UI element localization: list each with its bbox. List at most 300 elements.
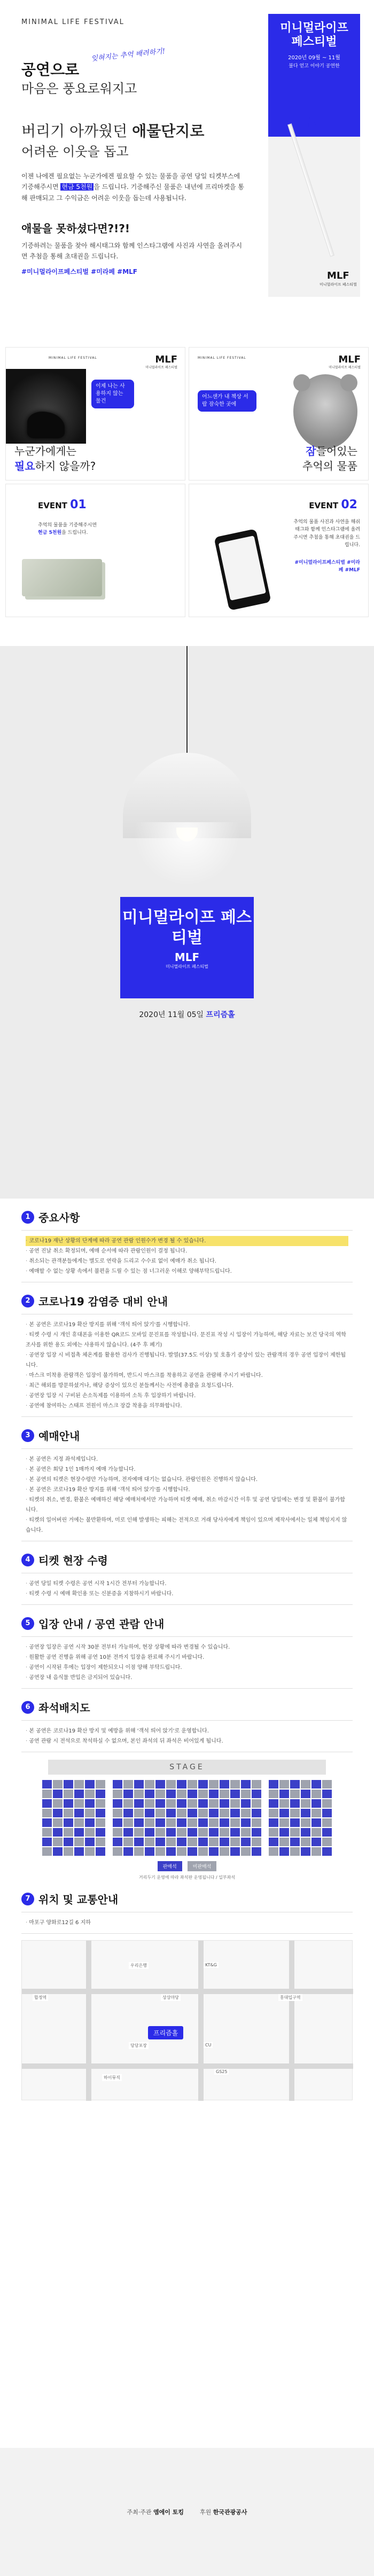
seat[interactable] [230,1838,240,1846]
section-number-badge: 1 [21,1211,34,1224]
seat[interactable] [53,1838,63,1846]
section-body [21,1448,353,1541]
seat[interactable] [220,1828,229,1837]
poster-subtitle: 불다 얻고 이야기 공연한 [289,63,340,69]
handwriting-note: 잊혀지는 추억 배려하기! [90,47,166,64]
mlf-logo-sub: 미니멀라이프 페스티벌 [320,282,357,287]
seat-row [27,1799,347,1808]
seat[interactable] [74,1780,84,1789]
seat[interactable] [209,1847,219,1856]
hero-para-text: 이젠 나에겐 필요없는 누군가에겐 필요할 수 있는 물품을 공연 당일 티켓부스에 기증해주시면 [21,172,240,191]
seat[interactable] [85,1799,95,1808]
seat[interactable] [230,1790,240,1798]
seat[interactable] [322,1780,332,1789]
section-1 [21,1209,353,1282]
seat[interactable] [252,1838,261,1846]
seat[interactable] [252,1780,261,1789]
seat[interactable] [311,1838,321,1846]
seat[interactable] [269,1790,278,1798]
seat[interactable] [53,1809,63,1817]
seat[interactable] [155,1828,165,1837]
seat[interactable] [290,1809,300,1817]
seat[interactable] [252,1828,261,1837]
seat[interactable] [134,1799,144,1808]
section-heading [21,1699,353,1715]
heels-photo [6,369,86,444]
legend-unsold: 미판매석 [188,1861,217,1871]
seat[interactable] [42,1828,52,1837]
seat[interactable] [113,1809,122,1817]
section-item: · 공연에 참여하는 스태프 전원이 마스크 장갑 착용을 의무화합니다. [26,1401,348,1411]
seat[interactable] [301,1790,310,1798]
section-body [21,1314,353,1417]
seat[interactable] [230,1799,240,1808]
seat[interactable] [134,1847,144,1856]
seat[interactable] [322,1799,332,1808]
seat[interactable] [252,1847,261,1856]
seat[interactable] [301,1780,310,1789]
seat[interactable] [145,1838,154,1846]
seat[interactable] [301,1818,310,1827]
seat[interactable] [209,1828,219,1837]
seat[interactable] [311,1799,321,1808]
section-item: · 티켓 수령 시 개인 휴대폰을 이용한 QR코드 모바일 문진표를 작성합니다. 문진표 작성 시 입장이 가능하며, 해당 자료는 보건 당국의 역학조사를 위한 용도 외에는 사용하지 않습니다. (4주 후 폐기) [26,1330,348,1350]
seat[interactable] [96,1799,105,1808]
seat[interactable] [53,1790,63,1798]
section-body [21,1912,353,1934]
seat[interactable] [53,1828,63,1837]
seat[interactable] [269,1780,278,1789]
seat[interactable] [241,1780,251,1789]
seat[interactable] [113,1847,122,1856]
seat[interactable] [113,1780,122,1789]
card-big-prefix: 누군가에게는 [14,445,76,458]
seat[interactable] [322,1818,332,1827]
seat[interactable] [155,1847,165,1856]
seat[interactable] [252,1790,261,1798]
seat[interactable] [241,1799,251,1808]
section-item: · 본 공연은 지정 좌석제입니다. [26,1454,348,1464]
seat[interactable] [123,1818,133,1827]
map-label: 우리은행 [129,1962,149,1969]
seat[interactable] [145,1828,154,1837]
card-big-bold: 잠 [306,445,316,458]
map-label: GS25 [214,2069,229,2075]
seat[interactable] [279,1818,289,1827]
seat-row [27,1790,347,1798]
seat[interactable] [290,1790,300,1798]
seat[interactable] [188,1838,197,1846]
seat[interactable] [322,1828,332,1837]
seat[interactable] [53,1847,63,1856]
seat[interactable] [145,1847,154,1856]
seat[interactable] [96,1809,105,1817]
seat[interactable] [220,1780,229,1789]
seat[interactable] [230,1828,240,1837]
seat[interactable] [96,1838,105,1846]
lamp-poster-sub: 미니멀라이프 페스티벌 [166,964,208,969]
seat[interactable] [301,1828,310,1837]
seat[interactable] [311,1790,321,1798]
seat[interactable] [64,1828,73,1837]
seat[interactable] [166,1828,176,1837]
seat[interactable] [134,1790,144,1798]
hero-section [0,0,374,573]
seat[interactable] [322,1838,332,1846]
seat-row [27,1809,347,1817]
seat[interactable] [241,1809,251,1817]
map-road [86,1941,91,2101]
seat[interactable] [311,1828,321,1837]
seat[interactable] [279,1780,289,1789]
seat[interactable] [53,1799,63,1808]
seat[interactable] [279,1799,289,1808]
seat[interactable] [290,1818,300,1827]
seat[interactable] [188,1818,197,1827]
section-heading [21,1891,353,1907]
seat[interactable] [241,1828,251,1837]
lamp-glow [134,822,240,886]
seat[interactable] [311,1780,321,1789]
seat[interactable] [64,1780,73,1789]
seat[interactable] [42,1780,52,1789]
map-label: 하이뮤직 [102,2074,122,2081]
seat[interactable] [188,1799,197,1808]
seat[interactable] [177,1818,186,1827]
seat[interactable] [220,1799,229,1808]
seat[interactable] [96,1847,105,1856]
seat[interactable] [177,1780,186,1789]
seat[interactable] [134,1838,144,1846]
section-item: · 공연장 입장 시 비접촉 체온계를 활용한 검사가 진행됩니다. 발열(37.5도 이상) 및 호흡기 증상이 있는 관람객의 경우 공연 입장이 제한됩니다. [26,1350,348,1370]
section-item: · 공연장 입장은 공연 시작 30분 전부터 가능하며, 현장 상황에 따라 변경될 수 있습니다. [26,1642,348,1652]
seat[interactable] [188,1828,197,1837]
card-mlf-sub: 미니멀라이프 페스티벌 [329,366,361,369]
seat[interactable] [96,1828,105,1837]
seat[interactable] [269,1838,278,1846]
seat[interactable] [198,1838,208,1846]
section-item: · 공연 당일 티켓 수령은 공연 시작 1시간 전부터 가능합니다. [26,1579,348,1589]
section-item: · 공연장 입장 시 구비된 손소독제를 이용하여 소독 후 입장하기 바랍니다. [26,1391,348,1401]
seat[interactable] [290,1780,300,1789]
seat[interactable] [252,1818,261,1827]
seat[interactable] [85,1790,95,1798]
seat[interactable] [85,1838,95,1846]
seat[interactable] [290,1828,300,1837]
event-1-text-3: 을 드립니다. [61,530,88,536]
seat[interactable] [113,1799,122,1808]
seat[interactable] [209,1799,219,1808]
seat[interactable] [177,1790,186,1798]
seat[interactable] [241,1790,251,1798]
section-number-badge: 7 [21,1893,34,1905]
event-2-text: 추억의 물품 사진과 사연을 해쉬태그와 함께 인스타그램에 올려주시면 추첨을 통해 초대권을 드립니다. [293,519,360,548]
seat[interactable] [241,1838,251,1846]
seat[interactable] [123,1780,133,1789]
seat[interactable] [220,1790,229,1798]
seat[interactable] [42,1809,52,1817]
seat[interactable] [64,1838,73,1846]
banknote-photo [22,559,102,596]
section-item: · 취소되는 관객분들에게는 별도로 연락을 드리고 수수료 없이 예매가 취소 됩니다. [26,1256,348,1266]
seat[interactable] [198,1809,208,1817]
seat[interactable] [42,1790,52,1798]
seat[interactable] [166,1780,176,1789]
seat[interactable] [322,1790,332,1798]
seat[interactable] [42,1838,52,1846]
seat[interactable] [155,1799,165,1808]
seat[interactable] [74,1818,84,1827]
section-heading [21,1552,353,1567]
section-title: 티켓 현장 수령 [38,1554,108,1567]
map-label: 당당포장 [129,2042,149,2049]
seat[interactable] [155,1809,165,1817]
lamp-poster-mlf: MLF [174,951,200,964]
seat-grid [27,1780,347,1856]
seat[interactable] [322,1847,332,1856]
seat[interactable] [311,1818,321,1827]
section-item: · 티켓 수령 시 예매 확인용 또는 신분증을 지참하시기 바랍니다. [26,1589,348,1599]
lamp-section [0,646,374,1199]
seat[interactable] [53,1818,63,1827]
seat[interactable] [85,1818,95,1827]
bear-ear-icon [340,374,357,391]
section-3 [21,1428,353,1541]
seat[interactable] [96,1780,105,1789]
seat[interactable] [198,1799,208,1808]
card-bubble: 이제 나는 사용하지 않는 물건 [91,380,134,408]
seat[interactable] [198,1818,208,1827]
seat[interactable] [64,1818,73,1827]
seat[interactable] [188,1780,197,1789]
phone-screen [219,535,266,601]
seat[interactable] [230,1780,240,1789]
seat[interactable] [177,1828,186,1837]
seat[interactable] [301,1847,310,1856]
seat[interactable] [155,1818,165,1827]
event-date-text: 2020년 11월 05일 [139,1011,206,1019]
seat[interactable] [220,1818,229,1827]
seat[interactable] [279,1838,289,1846]
seat[interactable] [209,1780,219,1789]
seat-row [27,1780,347,1789]
section-item: · 원활한 공연 진행을 위해 공연 10분 전까지 입장을 완료해 주시기 바랍니다. [26,1652,348,1663]
seat[interactable] [123,1790,133,1798]
section-title: 예매안내 [38,1430,80,1443]
section-item: · 마포구 양화로12길 6 지하 [26,1918,348,1928]
seat[interactable] [269,1809,278,1817]
section-2 [21,1293,353,1417]
map-road [22,2063,353,2069]
seat[interactable] [145,1790,154,1798]
seat[interactable] [311,1809,321,1817]
pencil-card [268,137,360,297]
mlf-logo: MLF [327,270,349,281]
section-4 [21,1552,353,1605]
map-label: 합정역 [33,1994,48,2001]
seat[interactable] [113,1790,122,1798]
seat[interactable] [166,1838,176,1846]
seat[interactable] [42,1818,52,1827]
seat[interactable] [85,1780,95,1789]
section-title: 코로나19 감염증 대비 안내 [38,1295,168,1308]
seat[interactable] [269,1818,278,1827]
seat[interactable] [113,1818,122,1827]
seat[interactable] [220,1809,229,1817]
seat[interactable] [209,1790,219,1798]
seat[interactable] [269,1847,278,1856]
seat[interactable] [166,1847,176,1856]
seat-row [27,1838,347,1846]
seat[interactable] [166,1799,176,1808]
seat[interactable] [279,1790,289,1798]
card-mlf-sub: 미니멀라이프 페스티벌 [145,366,177,369]
section-item: · 본 공연은 코로나19 확산 방지 및 예방을 위해 '객석 띄어 앉기'로 운영합니다. [26,1726,348,1736]
footer-host [127,2508,183,2516]
seat[interactable] [96,1818,105,1827]
seat[interactable] [85,1828,95,1837]
seat[interactable] [279,1809,289,1817]
seat[interactable] [123,1838,133,1846]
seat[interactable] [64,1790,73,1798]
hero-para-highlight: 현금 5천원 [61,183,93,191]
seat[interactable] [177,1799,186,1808]
seat[interactable] [113,1838,122,1846]
section-item: · 공연 진날 취소 확정되며, 예매 순서에 따라 관람인원이 결정 됩니다. [26,1246,348,1256]
seat[interactable] [188,1790,197,1798]
seat-map [21,1760,353,1880]
seat[interactable] [96,1790,105,1798]
seat[interactable] [123,1799,133,1808]
event-2-tags: #미니멀라이프페스티벌 #미라페 #MLF [294,560,360,573]
seat[interactable] [145,1799,154,1808]
seat[interactable] [134,1818,144,1827]
hero-headline-1: 공연으로 [21,61,80,78]
seat[interactable] [279,1847,289,1856]
seat[interactable] [64,1809,73,1817]
seat[interactable] [123,1809,133,1817]
seat[interactable] [53,1780,63,1789]
seat[interactable] [188,1809,197,1817]
lamp-cord [186,646,188,753]
seat[interactable] [177,1809,186,1817]
seat[interactable] [177,1838,186,1846]
seat[interactable] [269,1799,278,1808]
seat[interactable] [290,1799,300,1808]
seat[interactable] [74,1790,84,1798]
seat[interactable] [301,1838,310,1846]
seat[interactable] [220,1847,229,1856]
card-big-end: 추억의 물품 [302,460,357,472]
seat[interactable] [113,1828,122,1837]
seat[interactable] [155,1780,165,1789]
seat[interactable] [123,1847,133,1856]
seat[interactable] [209,1838,219,1846]
seat[interactable] [74,1809,84,1817]
location-map[interactable] [21,1940,353,2100]
seat[interactable] [134,1780,144,1789]
card-big-text [14,444,96,474]
seat[interactable] [42,1799,52,1808]
seat[interactable] [252,1809,261,1817]
seat[interactable] [301,1809,310,1817]
footer-sponsor-label: 후원 [199,2509,212,2516]
seat[interactable] [74,1828,84,1837]
seat[interactable] [198,1780,208,1789]
seat[interactable] [166,1790,176,1798]
map-label: KT&G [204,1962,219,1968]
seat[interactable] [198,1828,208,1837]
seat[interactable] [155,1790,165,1798]
seat[interactable] [155,1838,165,1846]
seat[interactable] [145,1780,154,1789]
seat[interactable] [252,1799,261,1808]
seat[interactable] [198,1847,208,1856]
seat[interactable] [301,1799,310,1808]
seat[interactable] [322,1809,332,1817]
seat[interactable] [42,1847,52,1856]
section-item: · 본 공연은 코로나19 확산 방지를 위해 '객석 띄어 앉기'를 시행합니다. [26,1320,348,1330]
seat[interactable] [241,1818,251,1827]
seat[interactable] [290,1838,300,1846]
seat[interactable] [145,1809,154,1817]
seat[interactable] [290,1847,300,1856]
seat[interactable] [188,1847,197,1856]
seat[interactable] [166,1818,176,1827]
seat[interactable] [177,1847,186,1856]
hero-headline-3-prefix: 버리기 아까웠던 [21,122,133,140]
section-item: · 예매할 수 없는 상황 속에서 불편을 드릴 수 있는 점 너그러운 이해로 양해부탁드립니다. [26,1266,348,1277]
section-number-badge: 4 [21,1554,34,1566]
seat[interactable] [311,1847,321,1856]
seat[interactable] [74,1799,84,1808]
teddy-bear-photo [293,374,357,449]
seat[interactable] [209,1818,219,1827]
seat[interactable] [269,1828,278,1837]
seat[interactable] [230,1818,240,1827]
seat[interactable] [220,1838,229,1846]
section-number-badge: 2 [21,1295,34,1307]
seat[interactable] [123,1828,133,1837]
section-number-badge: 6 [21,1701,34,1714]
seat[interactable] [64,1799,73,1808]
info-section [0,1199,374,2448]
seat[interactable] [230,1847,240,1856]
seat[interactable] [64,1847,73,1856]
venue-pin-icon[interactable]: 프리즘홀 [148,2026,183,2039]
section-body [21,1636,353,1689]
seat[interactable] [74,1838,84,1846]
footer-host-name: 엠에이 토킹 [153,2509,184,2516]
event-1-text-2: 현금 5천원 [38,530,62,536]
seat[interactable] [134,1828,144,1837]
map-road [22,1989,353,1994]
seat[interactable] [279,1828,289,1837]
seat[interactable] [85,1847,95,1856]
hero-headline-3 [21,122,204,141]
seat[interactable] [145,1818,154,1827]
seat[interactable] [85,1809,95,1817]
seat[interactable] [166,1809,176,1817]
seat[interactable] [134,1809,144,1817]
seat[interactable] [230,1809,240,1817]
seat[interactable] [74,1847,84,1856]
seat[interactable] [198,1790,208,1798]
seat[interactable] [241,1847,251,1856]
section-7 [21,1891,353,2100]
section-heading [21,1209,353,1225]
seat[interactable] [209,1809,219,1817]
